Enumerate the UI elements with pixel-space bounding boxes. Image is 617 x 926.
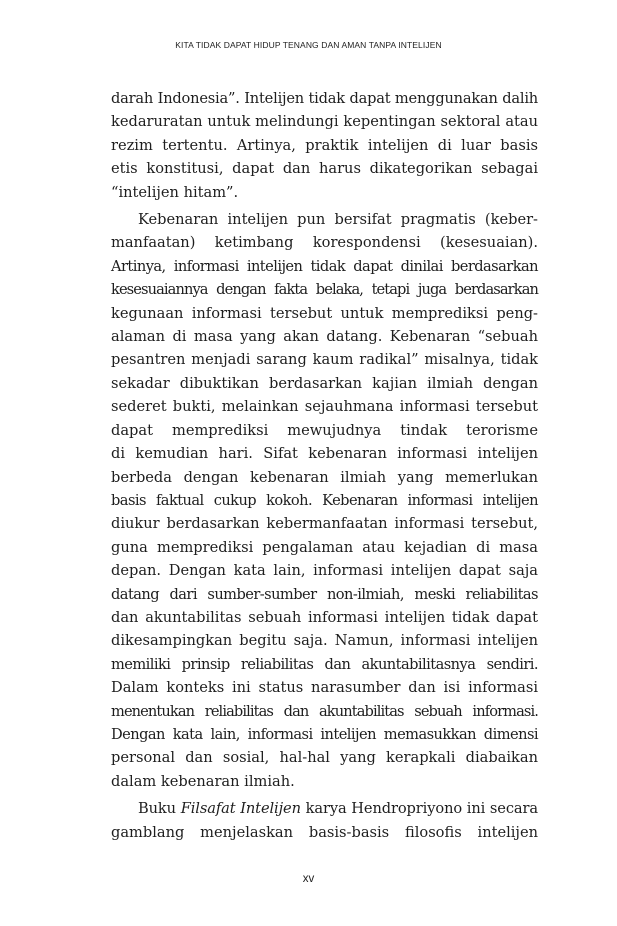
text-line: gamblang menjelaskan basis-basis filosofis intelijen bbox=[111, 823, 538, 841]
text-line bbox=[111, 797, 538, 820]
text-line: rezim tertentu. Artinya, praktik intelijen di luar basis bbox=[111, 136, 538, 154]
text-line: Dengan kata lain, informasi intelijen memasukkan dimensi bbox=[111, 725, 538, 743]
text-line: depan. Dengan kata lain, informasi intelijen dapat saja bbox=[111, 562, 538, 580]
text-line: berbeda dengan kebenaran ilmiah yang memerlukan bbox=[111, 468, 538, 486]
running-header: KITA TIDAK DAPAT HIDUP TENANG DAN AMAN TANPA INTELIJEN bbox=[175, 40, 442, 50]
text-line: etis konstitusi, dapat dan harus dikategorikan sebagai bbox=[111, 160, 538, 178]
text-line: dalam kebenaran ilmiah. bbox=[111, 772, 295, 790]
page-number: xv bbox=[302, 873, 315, 885]
text-line: di kemudian hari. Sifat kebenaran informasi intelijen bbox=[111, 445, 538, 463]
text-line: Dalam konteks ini status narasumber dan isi informasi bbox=[111, 679, 538, 697]
text-line: sekadar dibuktikan berdasarkan kajian ilmiah dengan bbox=[111, 374, 538, 392]
text-line: dikesampingkan begitu saja. Namun, informasi intelijen bbox=[111, 632, 538, 650]
text-line: kesesuaiannya dengan fakta belaka, tetapi juga berdasarkan bbox=[111, 281, 538, 299]
paragraph-2 bbox=[111, 208, 538, 793]
text-line: alaman di masa yang akan datang. Kebenaran “sebuah bbox=[111, 328, 538, 346]
text-run: Buku bbox=[138, 800, 181, 818]
text-line: “intelijen hitam”. bbox=[111, 183, 239, 201]
text-line: sederet bukti, melainkan sejauhmana informasi tersebut bbox=[111, 398, 538, 416]
text-line: personal dan sosial, hal-hal yang kerapkali diabaikan bbox=[111, 749, 538, 767]
text-line: kedaruratan untuk melindungi kepentingan sektoral atau bbox=[111, 113, 538, 131]
text-line: diukur berdasarkan kebermanfaatan informasi tersebut, bbox=[111, 515, 538, 533]
text-line: guna memprediksi pengalaman atau kejadian di masa bbox=[111, 538, 538, 556]
text-line: kegunaan informasi tersebut untuk memprediksi peng- bbox=[111, 304, 538, 322]
paragraph-3 bbox=[111, 797, 538, 844]
text-line: Kebenaran intelijen pun bersifat pragmatis (keber- bbox=[138, 211, 538, 229]
text-line: basis faktual cukup kokoh. Kebenaran informasi intelijen bbox=[111, 491, 538, 509]
text-line: pesantren menjadi sarang kaum radikal” misalnya, tidak bbox=[111, 351, 538, 369]
text-line: darah Indonesia”. Intelijen tidak dapat menggunakan dalih bbox=[111, 90, 538, 107]
text-line: menentukan reliabilitas dan akuntabilitas sebuah informasi. bbox=[111, 702, 538, 720]
text-line: dan akuntabilitas sebuah informasi intelijen tidak dapat bbox=[111, 608, 538, 626]
text-line: Artinya, informasi intelijen tidak dapat dinilai berdasarkan bbox=[111, 257, 538, 275]
book-title: Filsafat Intelijen bbox=[180, 800, 301, 818]
text-line: datang dari sumber-sumber non-ilmiah, meski reliabilitas bbox=[111, 585, 538, 603]
text-run: karya Hendropriyono ini secara bbox=[300, 800, 538, 818]
text-line: dapat memprediksi mewujudnya tindak terorisme bbox=[111, 421, 538, 439]
body-text bbox=[111, 87, 538, 844]
text-line: memiliki prinsip reliabilitas dan akuntabilitasnya sendiri. bbox=[111, 655, 538, 673]
paragraph-1 bbox=[111, 87, 538, 204]
text-line: manfaatan) ketimbang korespondensi (kesesuaian). bbox=[111, 234, 538, 252]
